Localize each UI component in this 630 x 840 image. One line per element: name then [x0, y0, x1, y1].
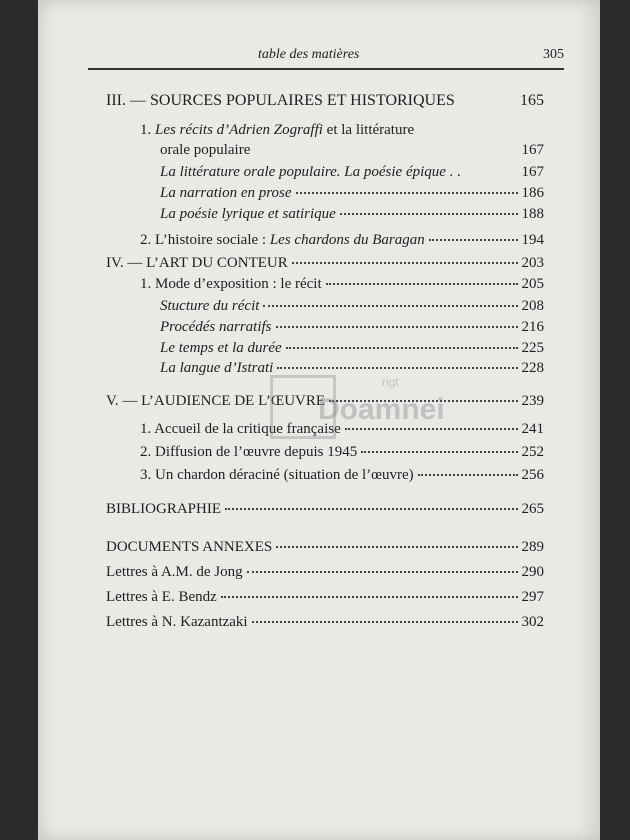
- toc-entry-narration: La narration en prose 186: [160, 185, 544, 201]
- toc-entry-litterature-orale: La littérature orale populaire. La poésie épique . . 167: [160, 164, 544, 180]
- toc-entry-mode-exposition: 1. Mode d’exposition : le récit 205: [140, 276, 544, 292]
- header-rule: [88, 68, 564, 70]
- toc-entry-bibliographie: BIBLIOGRAPHIE 265: [106, 501, 544, 517]
- toc-entry-section-4: IV. — L’ART DU CONTEUR 203: [106, 255, 544, 271]
- watermark-small-text: rigt: [382, 375, 399, 389]
- toc-entry-lettres-bendz: Lettres à E. Bendz 297: [106, 589, 544, 605]
- toc-entry-accueil: 1. Accueil de la critique française 241: [140, 421, 544, 437]
- running-header: [38, 44, 600, 68]
- toc-entry-section-5: V. — L’AUDIENCE DE L’ŒUVRE 239: [106, 393, 544, 409]
- toc-entry-structure: Stucture du récit 208: [160, 298, 544, 314]
- toc-entry-langue: La langue d’Istrati 228: [160, 360, 544, 376]
- toc-entry-diffusion: 2. Diffusion de l’œuvre depuis 1945 252: [140, 444, 544, 460]
- toc-entry-temps: Le temps et la durée 225: [160, 340, 544, 356]
- toc-entry-histoire-sociale: 2. L’histoire sociale : Les chardons du Baragan 194: [140, 232, 544, 248]
- toc-entry-procedes: Procédés narratifs 216: [160, 319, 544, 335]
- watermark: [270, 375, 450, 445]
- watermark-text: Doamnei: [318, 393, 445, 426]
- toc-entry-documents: DOCUMENTS ANNEXES 289: [106, 539, 544, 555]
- book-page: [38, 0, 600, 840]
- toc-entry-lettres-kazantzaki: Lettres à N. Kazantzaki 302: [106, 614, 544, 630]
- toc-entry-section-3: III. — SOURCES POPULAIRES ET HISTORIQUES 165: [106, 92, 544, 109]
- toc-entry-recits-line1: 1. Les récits d’Adrien Zograffi et la littérature: [140, 122, 415, 138]
- toc-entry-lettres-jong: Lettres à A.M. de Jong 290: [106, 564, 544, 580]
- toc-entry-poesie-lyrique: La poésie lyrique et satirique 188: [160, 206, 544, 222]
- toc-entry-chardon: 3. Un chardon déraciné (situation de l’œuvre) 256: [140, 467, 544, 483]
- page-number: 305: [543, 47, 564, 62]
- toc-entry-recits: orale populaire 167: [160, 142, 544, 158]
- running-title: table des matières: [258, 47, 360, 62]
